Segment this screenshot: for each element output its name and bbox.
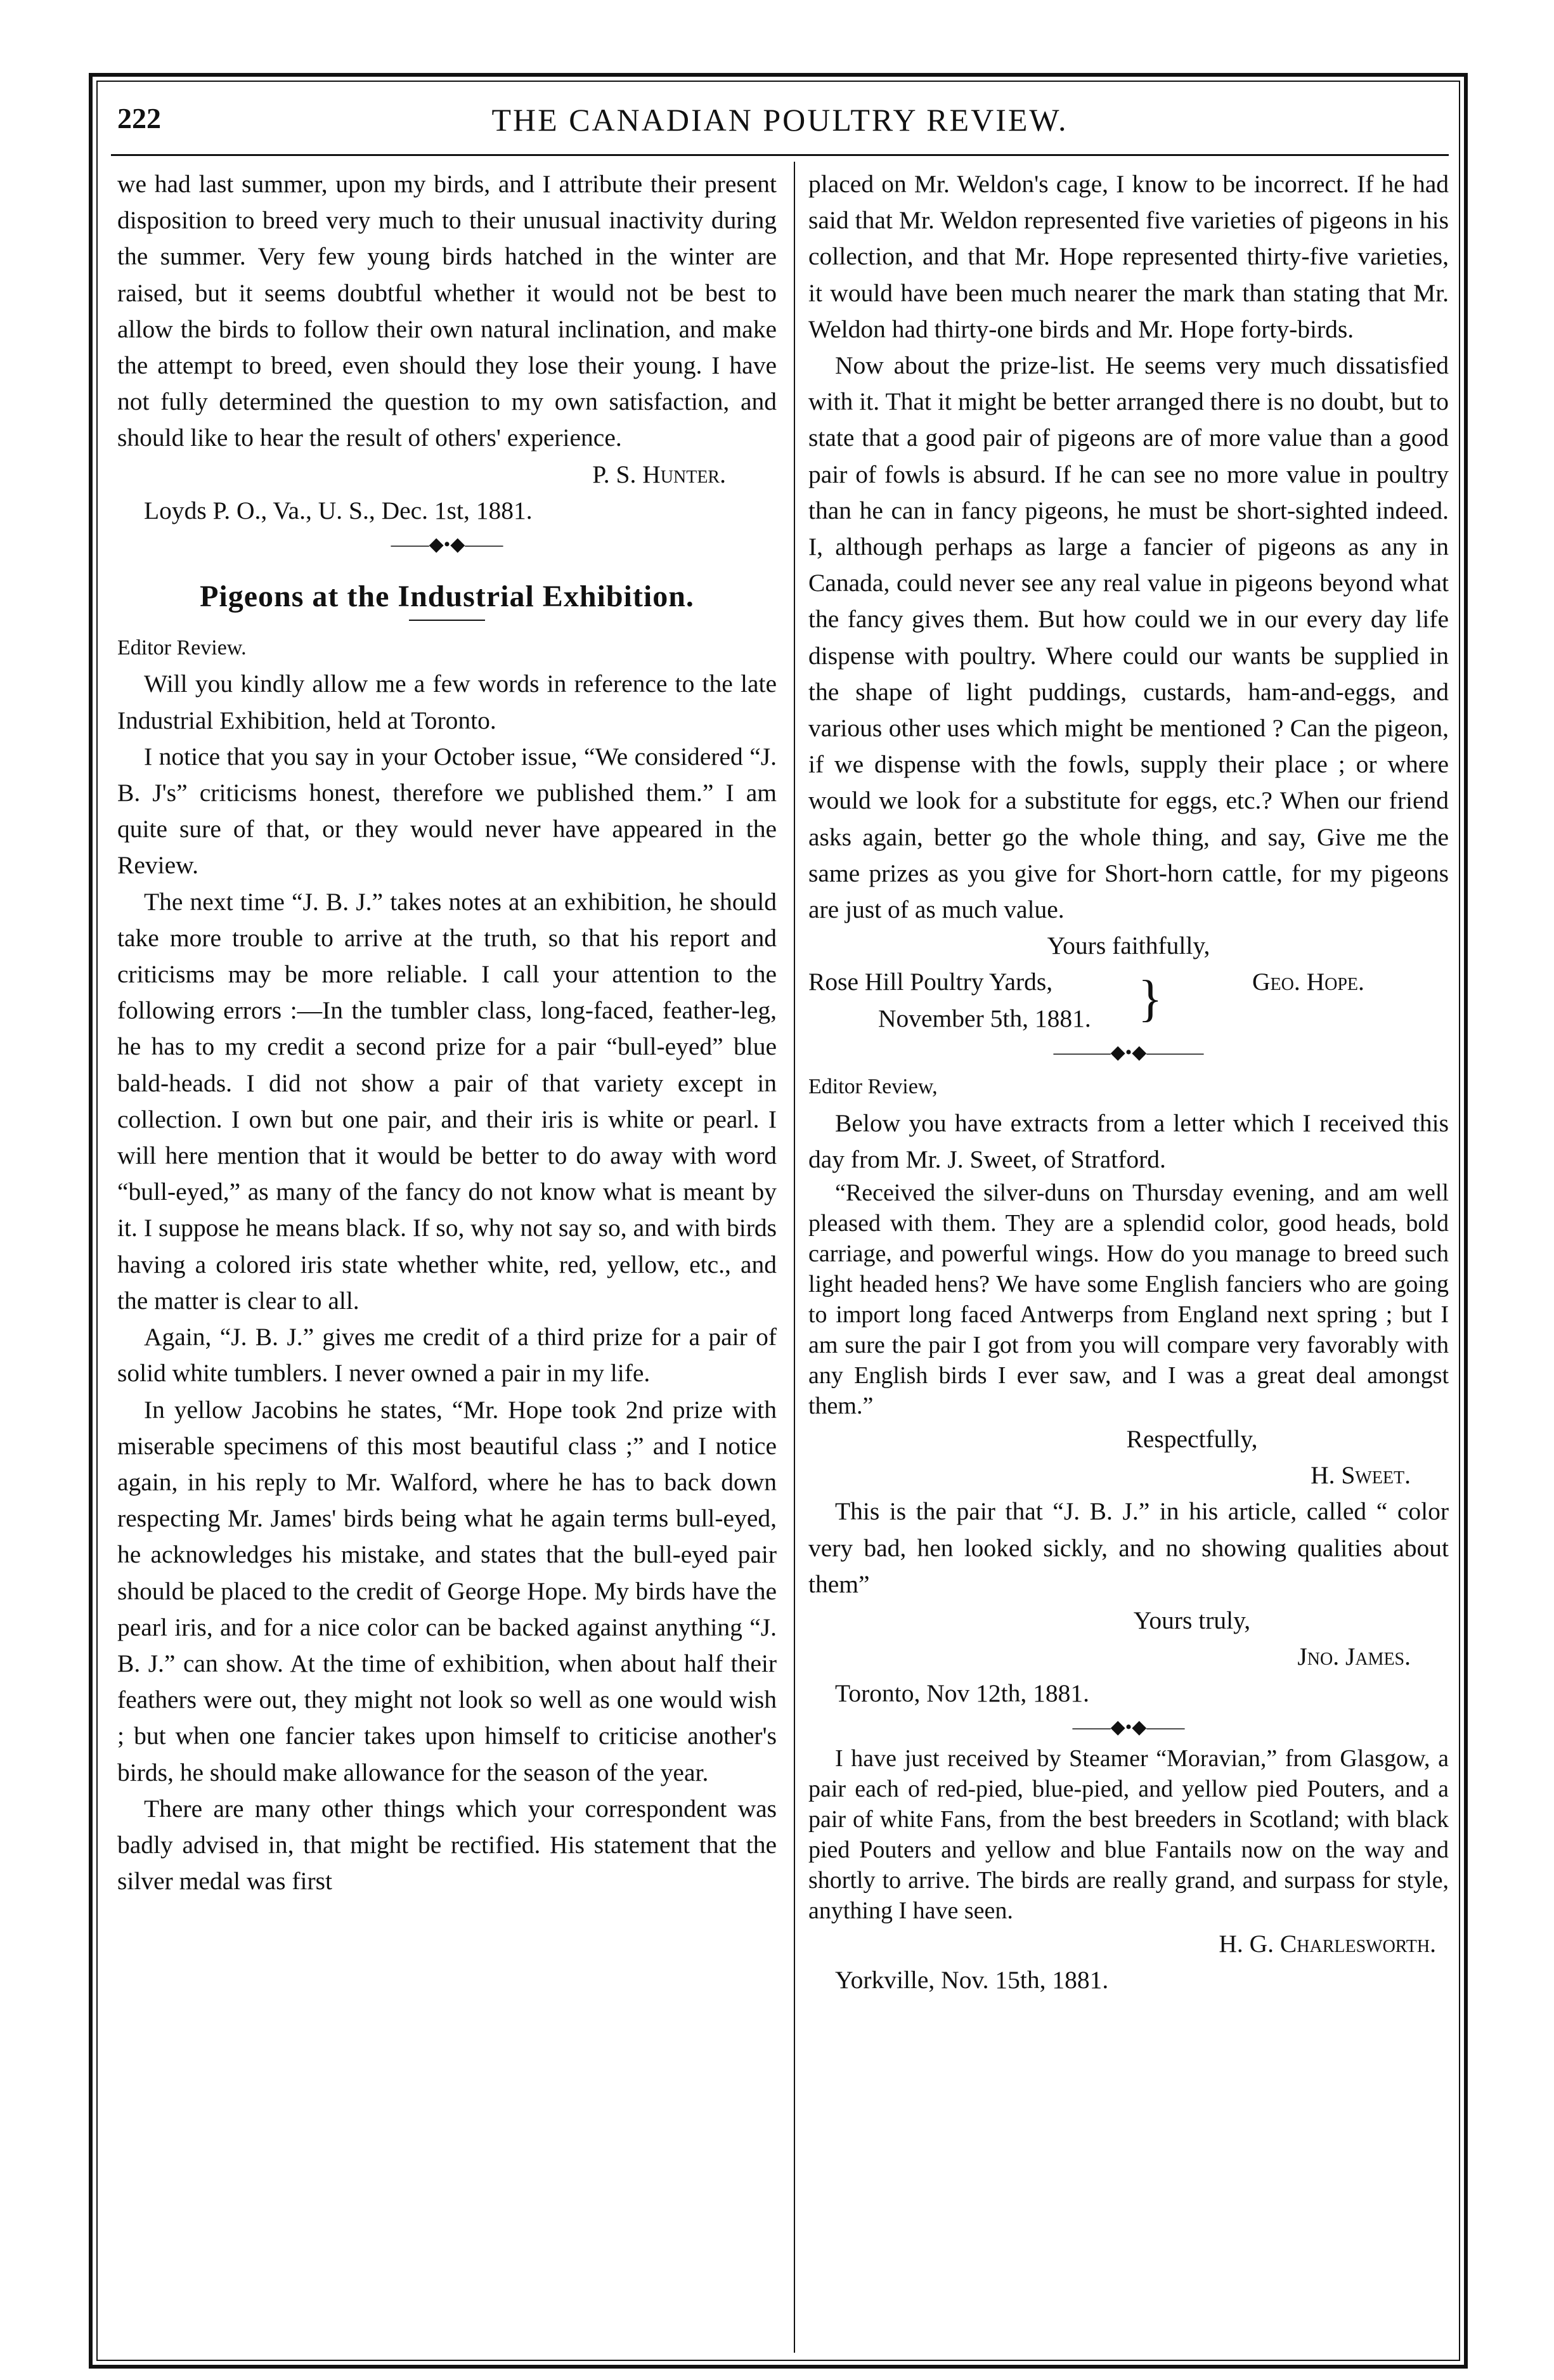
closing-faithfully: Yours faithfully, xyxy=(1047,932,1210,960)
paragraph: In yellow Jacobins he states, “Mr. Hope took 2nd prize with miserable specimens of this most beautiful class ;” and I notice again, in his reply to Mr. Walford, where he has to back down respecting Mr. James' birds being what he again terms bull-eyed, he acknowledges his mistake, and states that the bull-eyed pair should be placed to the credit of George Hope. My birds have the pearl iris, and for a nice color can be backed against anything “J. B. J.” can show. At the time of exhibition, when about half their feathers were out, they might not look so well as one would wish ; but when one fancier takes upon himself to criticise another's birds, he should make allowance for the season of the year. xyxy=(117,1395,777,1786)
address xyxy=(808,964,1091,1036)
article-continuation: we had last summer, upon my birds, and I attribute their present disposition to breed very much to their unusual inactivity during the summer. Very few young birds hatched in the winter are raised, but it seems doubtful whether it would not be best to allow the birds to follow their own natural inclination, and make the attempt to breed, even should they lose their young. I have not fully determined the question to my own satisfaction, and should like to hear the result of others' experience. xyxy=(117,170,777,452)
column-rule xyxy=(794,162,795,2353)
signature-block-hope xyxy=(808,964,1449,1037)
address-line: Rose Hill Poultry Yards, xyxy=(808,968,1053,996)
dateline-yorkville: Yorkville, Nov. 15th, 1881. xyxy=(835,1965,1109,1994)
paragraph: Below you have extracts from a letter which I received this day from Mr. J. Sweet, of Stratford. xyxy=(808,1109,1449,1173)
article-heading: Pigeons at the Industrial Exhibition. xyxy=(200,580,694,614)
signature-hunter: P. S. Hunter. xyxy=(592,460,726,488)
brace: } xyxy=(1138,971,1163,1027)
section-ornament: ——◆•◆—— xyxy=(391,534,503,556)
paragraph: I notice that you say in your October issue, “We considered “J. B. J's” criticisms honest, therefore we published them.” I am quite sure of that, or they would never have appeared in the Review. xyxy=(117,742,777,880)
signer-charlesworth: H. G. Charlesworth. xyxy=(1219,1929,1436,1958)
right-column xyxy=(808,166,1449,1998)
address-date: November 5th, 1881. xyxy=(878,1004,1091,1032)
page-number: 222 xyxy=(117,102,161,134)
left-column xyxy=(117,166,777,1899)
closing-respectfully: Respectfully, xyxy=(1126,1425,1258,1453)
dateline-toronto: Toronto, Nov 12th, 1881. xyxy=(835,1679,1089,1707)
paragraph: Will you kindly allow me a few words in reference to the late Industrial Exhibition, held at Toronto. xyxy=(117,670,777,734)
paragraph: placed on Mr. Weldon's cage, I know to be incorrect. If he had said that Mr. Weldon represented five varieties of pigeons in his collection, and that Mr. Hope represented thirty-five varieties, it would have been much nearer the mark than stating that Mr. Weldon had thirty-one birds and Mr. Hope forty-birds. xyxy=(808,170,1449,343)
paragraph: The next time “J. B. J.” takes notes at an exhibition, he should take more trouble to arrive at the truth, so that his report and criticisms may be more reliable. I call your attention to the following errors :—In the tumbler class, long-faced, feather-leg, he has to my credit a second prize for a pair “bull-eyed” blue bald-heads. I did not show a pair of that variety except in collection. I own but one pair, and their iris is white or pearl. I will here mention that it would be better to do away with word “bull-eyed,” as many of the fancy do not know what is meant by it. I suppose he means black. If so, why not say so, and with birds having a colored iris state whether white, red, yellow, etc., and the matter is clear to all. xyxy=(117,887,777,1315)
section-ornament: ———◆•◆——— xyxy=(1053,1042,1204,1063)
signer-hope: Geo. Hope. xyxy=(1252,968,1364,996)
paragraph: Again, “J. B. J.” gives me credit of a third prize for a pair of solid white tumblers. I never owned a pair in my life. xyxy=(117,1323,777,1388)
paragraph: There are many other things which your correspondent was badly advised in, that might be rectified. His statement that the silver medal was first xyxy=(117,1794,777,1896)
signer-james: Jno. James. xyxy=(1297,1642,1411,1671)
quoted-letter: “Received the silver-duns on Thursday evening, and am well pleased with them. They are a splendid color, good heads, bold carriage, and powerful wings. How do you manage to breed such light headed hens? We have some English fanciers who are going to import long faced Antwerps from England next spring ; but I am sure the pair I got from you will compare very favorably with any English birds I ever saw, and I was a great deal amongst them.” xyxy=(808,1180,1449,1420)
closing-truly: Yours truly, xyxy=(1133,1606,1251,1635)
page-header xyxy=(117,95,1442,146)
paragraph: I have just received by Steamer “Moravian,” from Glasgow, a pair each of red-pied, blue-pied, and yellow pied Pouters, and a pair of white Fans, from the best breeders in Scotland; with black pied Pouters and yellow and blue Fantails now on the way and shortly to arrive. The birds are really grand, and surpass for style, anything I have seen. xyxy=(808,1745,1449,1924)
header-rule xyxy=(111,154,1449,156)
paragraph: Now about the prize-list. He seems very much dissatisfied with it. That it might be better arranged there is no doubt, but to state that a good pair of pigeons are of more value than a good pair of fowls is absurd. If he can see no more value in poultry than he can in fancy pigeons, he must be short-sighted indeed. I, although perhaps as large a fancier of pigeons as any in Canada, could never see any real value in pigeons beyond what the fancy gives them. But how could we in our every day life dispense with poultry. Where could our wants be supplied in the shape of light puddings, custards, ham-and-eggs, and various other uses which might be mentioned ? Can the pigeon, if we dispense with the fowls, supply their place ; or where would we look for a substitute for eggs, etc.? When our friend asks again, better go the whole thing, and say, Give me the same prizes as you give for Short-horn cattle, for my pigeons are just of as much value. xyxy=(808,351,1449,924)
dateline-loyds: Loyds P. O., Va., U. S., Dec. 1st, 1881. xyxy=(144,496,533,524)
section-ornament: ——◆•◆—— xyxy=(1072,1716,1185,1738)
salutation: Editor Review, xyxy=(808,1075,938,1099)
salutation: Editor Review. xyxy=(117,636,247,660)
running-head: THE CANADIAN POULTRY REVIEW. xyxy=(491,102,1068,138)
heading-rule xyxy=(409,620,485,621)
paragraph: This is the pair that “J. B. J.” in his article, called “ color very bad, hen looked sickly, and no showing qualities about them” xyxy=(808,1497,1449,1598)
signer-sweet: H. Sweet. xyxy=(1311,1461,1411,1490)
